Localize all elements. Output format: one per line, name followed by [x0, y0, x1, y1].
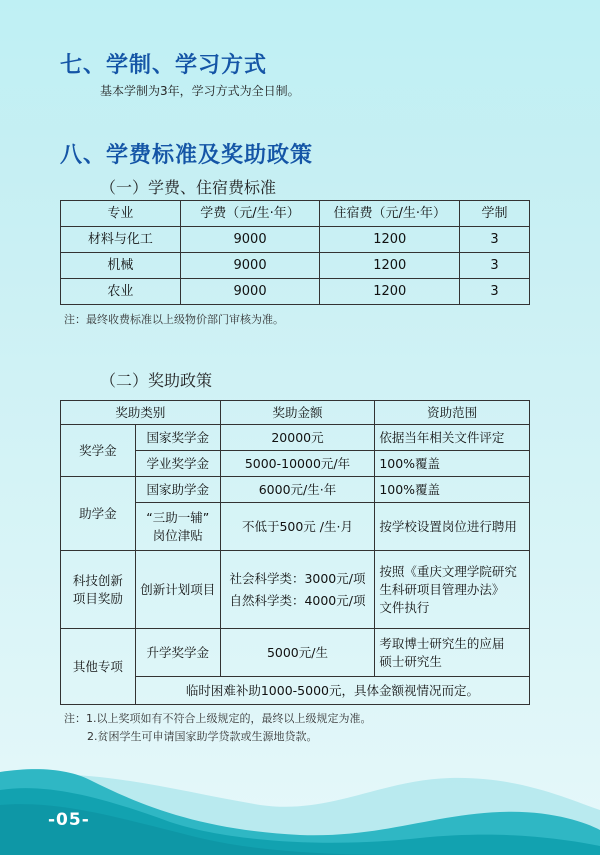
cell-line: 科技创新 [72, 572, 123, 588]
table-cell: 农业 [61, 279, 181, 305]
table-cell: 100%覆盖 [375, 451, 530, 477]
header-cell: 学费（元/生·年） [180, 201, 320, 227]
aid-note-2: 2.贫困学生可申请国家助学贷款或生源地贷款。 [87, 730, 318, 743]
table-cell: 学业奖学金 [135, 451, 220, 477]
aid-subtitle: （二）奖助政策 [100, 371, 213, 390]
table-cell: 机械 [61, 253, 181, 279]
cell-line: 硕士研究生 [379, 653, 442, 669]
table-cell: 不低于500元 /生·月 [220, 503, 375, 551]
table-cell: 材料与化工 [61, 227, 181, 253]
cell-line: “三助一辅” [146, 509, 210, 525]
cell-line: 生科研项目管理办法》 [379, 581, 505, 597]
table-cell: 3 [460, 279, 530, 305]
category-cell: 奖学金 [61, 425, 136, 477]
table-cell: 9000 [180, 253, 320, 279]
table-cell: 6000元/生·年 [220, 477, 375, 503]
table-cell: 9000 [180, 279, 320, 305]
cell-line: 文件执行 [379, 599, 430, 615]
table-cell: 3 [460, 253, 530, 279]
fees-note: 注：最终收费标准以上级物价部门审核为准。 [64, 313, 284, 326]
table-cell: 20000元 [220, 425, 375, 451]
header-cell: 学制 [460, 201, 530, 227]
cell-line: 按照《重庆文理学院研究 [379, 563, 517, 579]
table-cell: 5000元/生 [220, 629, 375, 677]
aid-note-1: 注：1.以上奖项如有不符合上级规定的，最终以上级规定为准。 [64, 712, 372, 725]
category-cell: 其他专项 [61, 629, 136, 705]
page-number: -05- [48, 810, 90, 830]
header-cell: 专业 [61, 201, 181, 227]
table-cell: 1200 [320, 253, 460, 279]
fees-subtitle: （一）学费、住宿费标准 [100, 178, 277, 197]
section-7-title: 七、学制、学习方式 [60, 53, 268, 78]
header-cell: 资助范围 [375, 401, 530, 425]
table-cell: 升学奖学金 [135, 629, 220, 677]
table-cell: 国家奖学金 [135, 425, 220, 451]
category-cell: 助学金 [61, 477, 136, 551]
table-cell: 5000-10000元/年 [220, 451, 375, 477]
header-cell: 奖助类别 [61, 401, 221, 425]
cell-line: 自然科学类：4000元/项 [229, 592, 366, 608]
table-cell: 100%覆盖 [375, 477, 530, 503]
cell-line: 考取博士研究生的应届 [379, 635, 505, 651]
table-cell: 国家助学金 [135, 477, 220, 503]
header-cell: 奖助金额 [220, 401, 375, 425]
section-8-title: 八、学费标准及奖助政策 [60, 143, 314, 168]
table-cell: 9000 [180, 227, 320, 253]
cell-line: 项目奖励 [72, 590, 123, 606]
table-cell: 创新计划项目 [135, 551, 220, 629]
table-cell: 按学校设置岗位进行聘用 [375, 503, 530, 551]
table-cell: 依据当年相关文件评定 [375, 425, 530, 451]
table-cell: 临时困难补助1000-5000元，具体金额视情况而定。 [135, 677, 529, 705]
cell-line: 岗位津贴 [152, 527, 203, 543]
table-cell: 3 [460, 227, 530, 253]
section-7-text: 基本学制为3年，学习方式为全日制。 [100, 84, 300, 98]
table-cell: 1200 [320, 279, 460, 305]
cell-line: 社会科学类：3000元/项 [229, 570, 366, 586]
table-cell: 1200 [320, 227, 460, 253]
header-cell: 住宿费（元/生·年） [320, 201, 460, 227]
